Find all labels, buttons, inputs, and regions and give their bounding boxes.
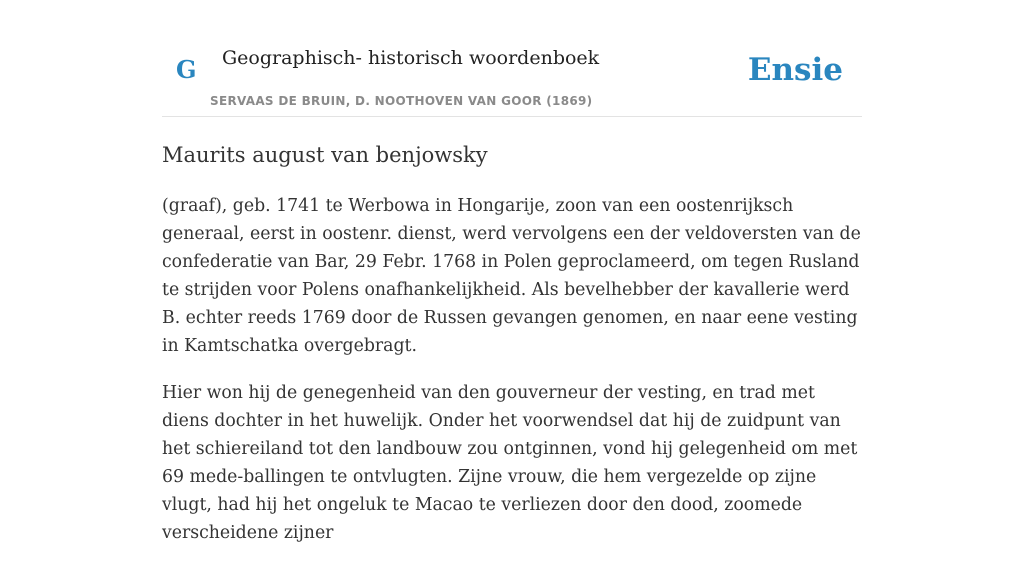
entry-paragraph: (graaf), geb. 1741 te Werbowa in Hongarije, zoon van een oostenrijksch generaal, eerst in oostenr. dienst, werd vervolgens een der veldoversten van de confederatie van Bar, 29 Febr. 1768 in Polen geproclameerd, om tegen Rusland te strijden voor Polens onafhankelijkheid. Als bevelhebber der kavallerie werd B. echter reeds 1769 door de Russen gevangen genomen, en naar eene vesting in Kamtschatka overgebragt. xyxy=(162,196,861,356)
dictionary-letter-icon: G xyxy=(176,55,197,84)
dictionary-header xyxy=(162,0,862,117)
entry-title: Maurits august van benjowsky xyxy=(162,143,488,167)
ensie-logo[interactable]: Ensie xyxy=(747,52,843,88)
entry-body xyxy=(162,192,866,566)
dictionary-authors: SERVAAS DE BRUIN, D. NOOTHOVEN VAN GOOR (1869) xyxy=(210,94,593,108)
dictionary-title[interactable]: Geographisch- historisch woordenboek xyxy=(222,47,600,69)
entry-paragraph: Hier won hij de genegenheid van den gouverneur der vesting, en trad met diens dochter in het huwelijk. Onder het voorwendsel dat hij de zuidpunt van het schiereiland tot den landbouw zou ontginnen, vond hij gelegenheid om met 69 mede-ballingen te ontvlugten. Zijne vrouw, die hem vergezelde op zijne vlugt, had hij het ongeluk te Macao te verliezen door den dood, zoomede verscheidene zijner xyxy=(162,383,858,543)
